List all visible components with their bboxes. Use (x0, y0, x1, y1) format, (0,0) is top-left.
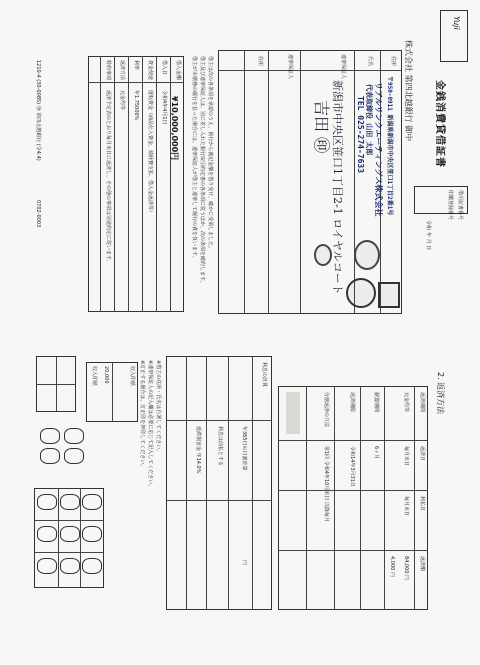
repay-cell-0-2: 毎月末日 (403, 496, 409, 517)
company-name-stamp: リアルリンクエーティングス株式会社 (374, 82, 383, 217)
company-seal (354, 240, 380, 270)
footer-code: 1210-4 (30-0085) ㊞ 第四北越銀行 (令4.4) (35, 60, 41, 161)
interest-row-1: 年365日の日割計算 (241, 426, 247, 471)
repay-col-2: 返済日 (419, 446, 425, 462)
verify-stamp-8 (60, 558, 80, 574)
company-address-stamp: 〒950-0911 新潟県新潟市中央区笹口1丁目2番1号 (386, 76, 393, 216)
verify-stamp-1 (37, 494, 57, 510)
loan-amount-label: 借入金額 (175, 60, 181, 81)
row-label-guarantor-2: 連帯保証人 (287, 54, 293, 80)
note-line-1: ※借主の住所・氏名は自署してください。 (155, 360, 161, 455)
row-label-address: 住所 (390, 56, 396, 67)
verify-stamp-7 (37, 558, 57, 574)
footer-code-2: 0702-0003 (35, 200, 41, 228)
verify-stamp-4 (37, 526, 57, 542)
repayment-heading: 2. 返済方法 (436, 372, 445, 415)
approval-stamp-2 (40, 448, 60, 464)
row-label-guarantor-1: 連帯保証人 (340, 54, 346, 80)
clause-line-1: 借主は次の各条項を承認のうえ、貴行から後記金額を借り受け、確かに受領しました。 (207, 56, 213, 252)
repay-shaded-cell (286, 392, 300, 434)
repay-cell-0-4: 4,000 円 (389, 556, 395, 577)
verify-stamp-2 (60, 494, 80, 510)
recipient-bank: 株式会社 第四北越銀行 御中 (404, 40, 413, 142)
repay-col-3: 利払日 (419, 496, 425, 512)
approval-stamp-4 (64, 448, 84, 464)
loan-method-label: 返済方法 (119, 60, 125, 81)
clause-line-3: 借主が本債務の履行を怠った場合には、連帯保証人が借主と連帯して履行の責を負います。 (191, 56, 197, 261)
repay-cell-1-0: 据置期間 (373, 392, 379, 413)
verify-stamp-9 (82, 558, 102, 574)
row-label-name: 氏名 (367, 56, 373, 67)
loan-purpose-label: 資金使途 (147, 60, 153, 81)
clause-line-2: 借主及び連帯保証人は、別に差し入れた銀行取引約定書の各条項に従うほか、次の条項を確約します。 (199, 56, 205, 286)
note-line-2: ※連帯保証人の記入欄は必要に応じて記入してください。 (147, 360, 153, 490)
loan-rate-label: 利率 (133, 60, 139, 71)
interest-table (166, 356, 272, 610)
repay-cell-0-0: 元金均等 (403, 392, 409, 413)
approval-stamp-3 (64, 428, 84, 444)
repay-sub-label: 分割返済の方法 (323, 392, 329, 428)
verify-stamp-3 (82, 494, 102, 510)
interest-heading: 利息の計算 (261, 362, 267, 388)
loan-date-label: 借入日 (161, 60, 167, 76)
loan-note-value: 返済予定表のとおり毎月末日に返済し、その他の事項は別途約定に従います。 (105, 90, 111, 265)
loan-purpose-value: 運転資金（商品仕入資金、諸経費支払、借入金返済等） (147, 90, 153, 216)
personal-seal (314, 244, 332, 266)
repay-cell-2-0: 返済期限 (349, 392, 355, 413)
revenue-stamp-value-2: 収入印紙 (91, 366, 97, 387)
revenue-stamp-value: 20,000 (103, 366, 109, 384)
repay-cell-0-3: 84,000 円 (403, 556, 409, 581)
approval-stamp-1 (40, 428, 60, 444)
bank-square-seal (378, 282, 400, 308)
interest-row-2: 利息は前払とする (217, 426, 223, 467)
issue-date-label: 令和 (425, 220, 431, 231)
repay-col-4: 返済額 (419, 556, 425, 572)
row-label-address-2: 住所 (257, 56, 263, 67)
bank-seal (346, 278, 376, 308)
loan-note-label: 特約事項 (105, 60, 111, 81)
company-tel-stamp: TEL 025-274-7633 (356, 96, 365, 174)
ref-number-label: 借用証書番号 (457, 190, 463, 221)
note-line-3: ※訂正する場合は、訂正印を押印してください。 (139, 360, 145, 470)
repay-cell-2-1: 令和14年3月31日 (349, 446, 355, 487)
repay-col-1: 返済期間 (419, 392, 425, 413)
loan-date-value: 令和4年4月1日 (161, 90, 167, 125)
representative-stamp: 代表取締役 山田 太郎 (365, 84, 373, 156)
repay-sub-text: 第1回 令和4年10月末日 以降毎月 (323, 446, 329, 522)
loan-method-value: 元金均等 (119, 90, 125, 111)
issue-date-value: 年 月 日 (425, 232, 431, 251)
loan-rate-value: 年1.75000% (133, 90, 139, 121)
handwritten-address: 新潟市中央区笹口1丁目2-1 ロイヤルコート (331, 80, 344, 295)
interest-yen: 円 (241, 560, 247, 566)
corner-stamp-handwriting: Yuji (452, 16, 461, 30)
revenue-stamp-label: 収入印紙 (129, 366, 135, 387)
repay-cell-0-1: 毎月末日 (403, 446, 409, 467)
verify-stamp-6 (82, 526, 102, 542)
repay-cell-1-1: 6ヶ月 (373, 446, 379, 460)
document-title: 金銭消費貸借証書 (434, 80, 445, 168)
loan-amount-value: ¥10,000,000円 (170, 96, 179, 161)
handwritten-signature: 吉田 ㊞ (312, 100, 331, 154)
verify-stamp-5 (60, 526, 80, 542)
seal-number-label: 印鑑登録番号 (447, 190, 453, 221)
interest-row-3: 延滞損害金 年14.0% (195, 426, 201, 474)
